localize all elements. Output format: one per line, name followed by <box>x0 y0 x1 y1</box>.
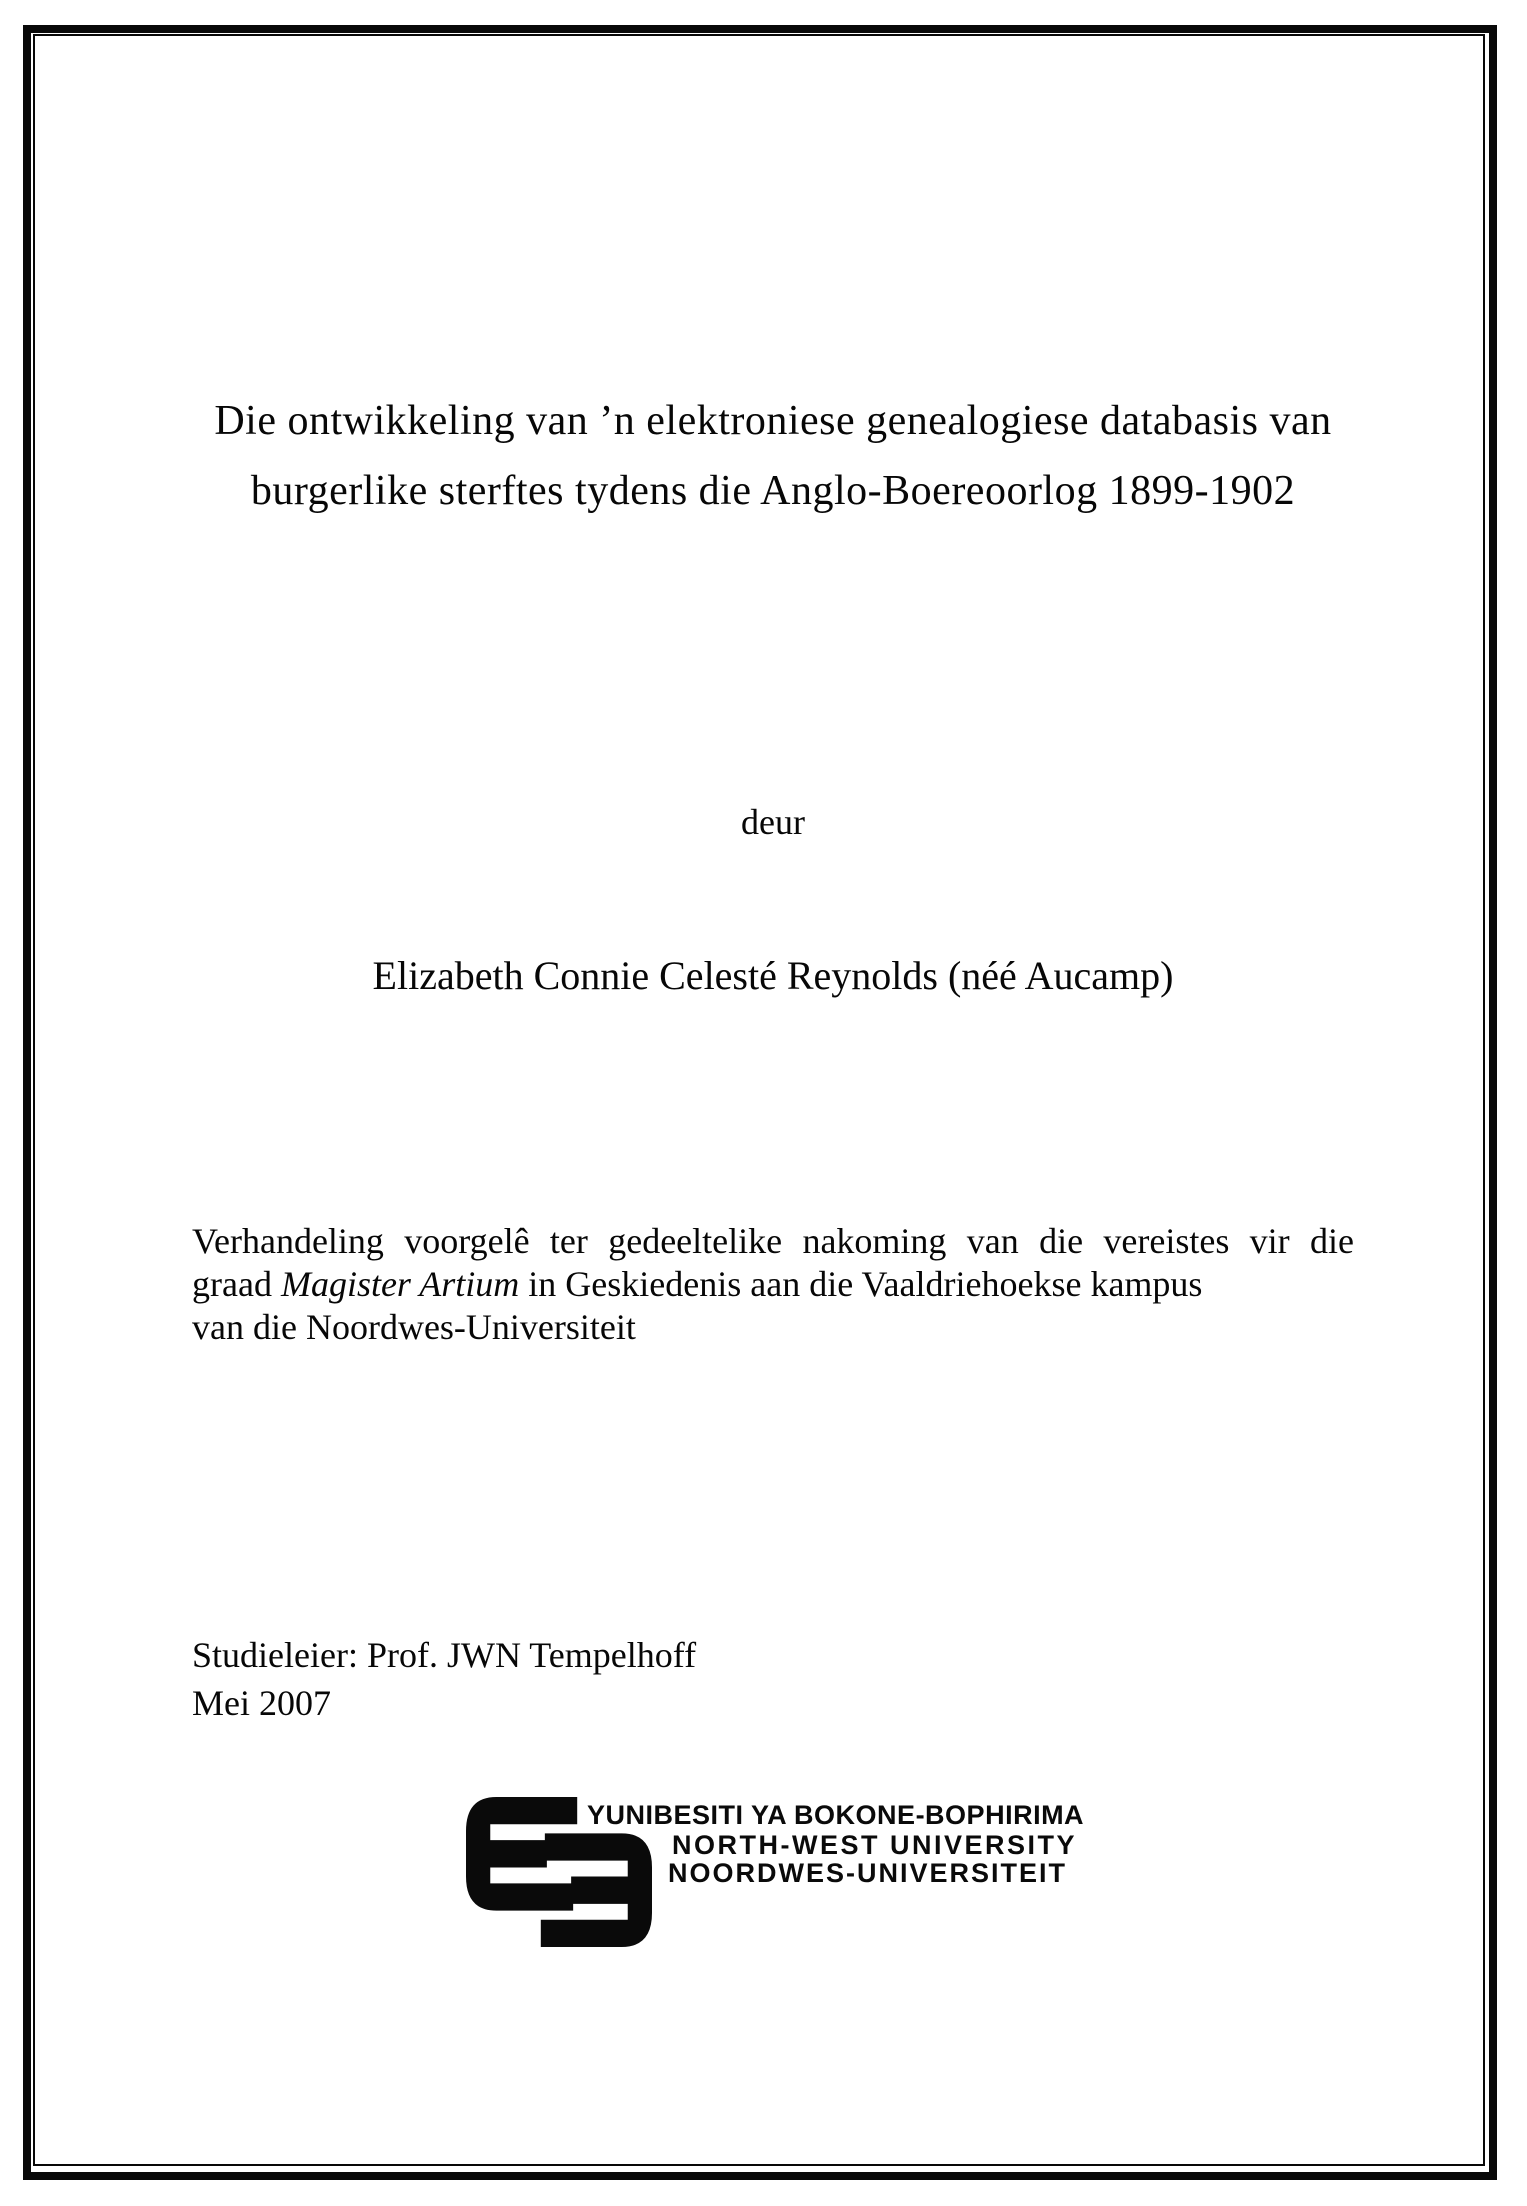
statement-degree-name: Magister Artium <box>280 1264 520 1304</box>
statement-line-1: Verhandeling voorgelê ter gedeeltelike nakoming van die vereistes vir die <box>192 1221 1354 1261</box>
supervisor-line: Studieleier: Prof. JWN Tempelhoff <box>192 1635 697 1675</box>
statement-line-2 <box>192 1263 1354 1306</box>
logo-text-english: NORTH-WEST UNIVERSITY <box>672 1830 1078 1860</box>
statement-line-3: van die Noordwes-Universiteit <box>192 1307 636 1347</box>
logo-text-setswana: YUNIBESITI YA BOKONE-BOPHIRIMA <box>587 1800 1085 1830</box>
logo-text-afrikaans: NOORDWES-UNIVERSITEIT <box>668 1858 1068 1888</box>
degree-statement <box>192 1220 1354 1349</box>
title-line-1: Die ontwikkeling van ’n elektroniese genealogiese databasis van <box>214 398 1332 444</box>
date-line: Mei 2007 <box>192 1683 331 1723</box>
author-name: Elizabeth Connie Celesté Reynolds (néé Aucamp) <box>372 953 1174 998</box>
statement-line-2-post: in Geskiedenis aan die Vaaldriehoekse kampus <box>519 1264 1203 1304</box>
byline-deur: deur <box>741 802 805 842</box>
title-line-2: burgerlike sterftes tydens die Anglo-Boereoorlog 1899-1902 <box>250 468 1296 514</box>
statement-line-2-pre: graad <box>192 1264 281 1304</box>
page-title <box>192 386 1354 526</box>
